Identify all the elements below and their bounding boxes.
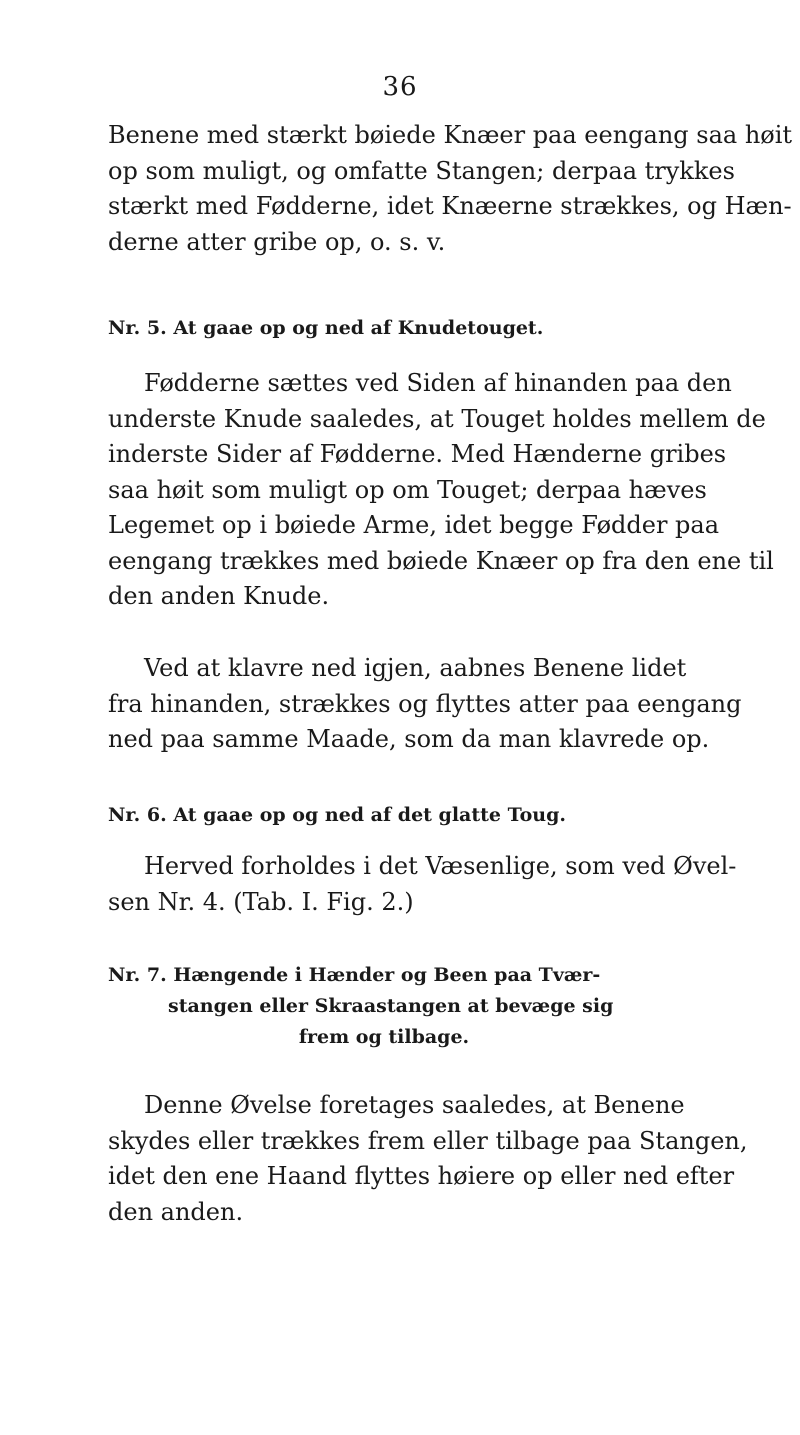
paragraph-hanging: [108, 1088, 748, 1230]
text-line: derne atter gribe op, o. s. v.: [108, 227, 446, 256]
text-line: inderste Sider af Fødderne. Med Hænderne gribes: [108, 440, 727, 468]
text-line: den anden.: [108, 1197, 244, 1226]
section-title-line: frem og tilbage.: [298, 1026, 470, 1048]
text-line: ned paa samme Maade, som da man klavrede op.: [108, 725, 710, 753]
section-heading-7: [108, 960, 700, 1053]
text-line: Herved forholdes i det Væsenlige, som ved Øvel-: [144, 852, 737, 880]
section-title: At gaae op og ned af det glatte Toug.: [173, 804, 566, 826]
paragraph-climb-down: [108, 651, 742, 758]
text-line: saa høit som muligt op om Touget; derpaa hæves: [108, 475, 707, 504]
section-title: Hængende i Hænder og Been paa Tvær-: [173, 964, 601, 986]
section-title-line: stangen eller Skraastangen at bevæge sig: [168, 995, 614, 1017]
page-number: 36: [382, 72, 418, 102]
text-line: idet den ene Haand flyttes høiere op eller ned efter: [108, 1162, 735, 1190]
text-line: stærkt med Fødderne, idet Knæerne strækkes, og Hæn-: [108, 192, 792, 220]
section-heading-6: [108, 800, 566, 831]
text-line: op som muligt, og omfatte Stangen; derpaa trykkes: [108, 156, 735, 185]
paragraph-smooth-rope: [108, 849, 737, 920]
text-line: Fødderne sættes ved Siden af hinanden paa den: [144, 369, 732, 397]
section-title: At gaae op og ned af Knudetouget.: [173, 317, 544, 339]
text-line: Benene med stærkt bøiede Knæer paa eengang saa høit: [108, 121, 793, 149]
section-title-line: [108, 960, 700, 991]
text-line: Ved at klavre ned igjen, aabnes Benene lidet: [144, 654, 687, 682]
text-line: fra hinanden, strækkes og flyttes atter paa eengang: [108, 689, 742, 718]
paragraph-knot-rope: [108, 366, 774, 615]
section-number: Nr. 7.: [108, 964, 167, 986]
paragraph-intro: [108, 118, 793, 260]
text-line: underste Knude saaledes, at Touget holdes mellem de: [108, 404, 766, 433]
text-line: den anden Knude.: [108, 582, 330, 610]
section-heading-5: [108, 313, 543, 344]
text-line: Denne Øvelse foretages saaledes, at Benene: [144, 1091, 685, 1119]
text-line: sen Nr. 4. (Tab. I. Fig. 2.): [108, 887, 414, 916]
text-line: Legemet op i bøiede Arme, idet begge Fødder paa: [108, 511, 720, 539]
text-line: skydes eller trækkes frem eller tilbage paa Stangen,: [108, 1126, 748, 1155]
text-line: eengang trækkes med bøiede Knæer op fra den ene til: [108, 546, 774, 575]
section-number: Nr. 6.: [108, 804, 167, 826]
section-number: Nr. 5.: [108, 317, 167, 339]
